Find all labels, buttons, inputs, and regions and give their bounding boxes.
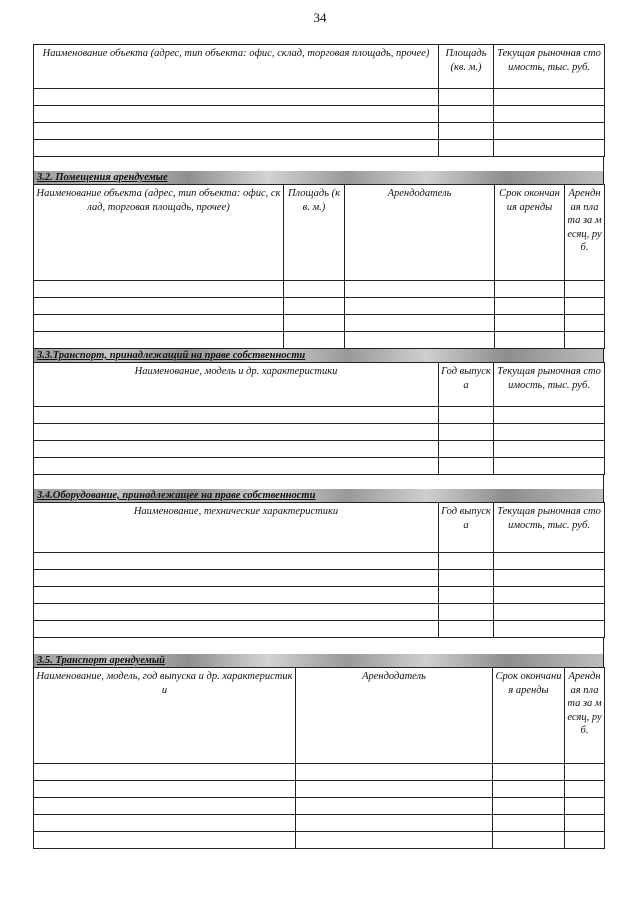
section-banner-rented-transport	[33, 654, 604, 667]
table-header-row	[34, 45, 605, 89]
column-header-name: Наименование, модель, год выпуска и др. характеристики	[34, 668, 296, 764]
table-header-row	[34, 503, 605, 553]
section-gap	[33, 157, 604, 171]
rented-transport-table	[33, 667, 605, 849]
column-header-name: Наименование, технические характеристики	[34, 503, 439, 553]
table-row	[34, 798, 605, 815]
table-row	[34, 89, 605, 106]
table-row	[34, 298, 605, 315]
column-header-object: Наименование объекта (адрес, тип объекта: офис, склад, торговая площадь, прочее)	[34, 45, 439, 89]
column-header-year: Год выпуска	[439, 363, 494, 407]
section-banner-rented-premises	[33, 171, 604, 184]
column-header-area: Площадь (кв. м.)	[284, 185, 345, 281]
section-banner-owned-transport	[33, 349, 604, 362]
column-header-year: Год выпуска	[439, 503, 494, 553]
owned-transport-table	[33, 362, 605, 475]
table-row	[34, 781, 605, 798]
column-header-object: Наименование объекта (адрес, тип объекта: офис, склад, торговая площадь, прочее)	[34, 185, 284, 281]
column-header-lessor: Арендодатель	[296, 668, 493, 764]
table-row	[34, 621, 605, 638]
table-row	[34, 570, 605, 587]
column-header-name: Наименование, модель и др. характеристики	[34, 363, 439, 407]
column-header-market-value: Текущая рыночная стоимость, тыс. руб.	[494, 363, 605, 407]
property-form	[33, 44, 604, 849]
section-title: 3.3.Транспорт, принадлежащий на праве собственности	[37, 350, 306, 361]
table-row	[34, 106, 605, 123]
column-header-market-value: Текущая рыночная стоимость, тыс. руб.	[494, 45, 605, 89]
column-header-market-value: Текущая рыночная стоимость, тыс. руб.	[494, 503, 605, 553]
section-title: 3.5. Транспорт арендуемый	[37, 655, 165, 666]
table-row	[34, 315, 605, 332]
table-header-row	[34, 185, 605, 281]
column-header-monthly-rent: Арендная плата за месяц, руб.	[565, 185, 605, 281]
column-header-monthly-rent: Арендная плата за месяц, руб.	[565, 668, 605, 764]
rented-premises-table	[33, 184, 605, 349]
table-row	[34, 441, 605, 458]
table-row	[34, 604, 605, 621]
column-header-area: Площадь (кв. м.)	[439, 45, 494, 89]
table-row	[34, 140, 605, 157]
table-row	[34, 407, 605, 424]
section-gap	[33, 638, 604, 654]
section-banner-owned-equipment	[33, 489, 604, 502]
table-row	[34, 815, 605, 832]
table-header-row	[34, 668, 605, 764]
section-title: 3.4.Оборудование, принадлежащее на праве собственности	[37, 490, 316, 501]
page-number: 34	[313, 10, 327, 25]
table-row	[34, 332, 605, 349]
owned-equipment-table	[33, 502, 605, 638]
owned-premises-table	[33, 44, 605, 157]
table-row	[34, 458, 605, 475]
column-header-lease-end: Срок окончания аренды	[495, 185, 565, 281]
table-row	[34, 764, 605, 781]
table-row	[34, 281, 605, 298]
column-header-lessor: Арендодатель	[345, 185, 495, 281]
table-row	[34, 832, 605, 849]
section-title: 3.2. Помещения арендуемые	[37, 172, 168, 183]
section-gap	[33, 475, 604, 489]
table-row	[34, 123, 605, 140]
table-header-row	[34, 363, 605, 407]
table-row	[34, 587, 605, 604]
table-row	[34, 553, 605, 570]
column-header-lease-end: Срок окончания аренды	[493, 668, 565, 764]
table-row	[34, 424, 605, 441]
